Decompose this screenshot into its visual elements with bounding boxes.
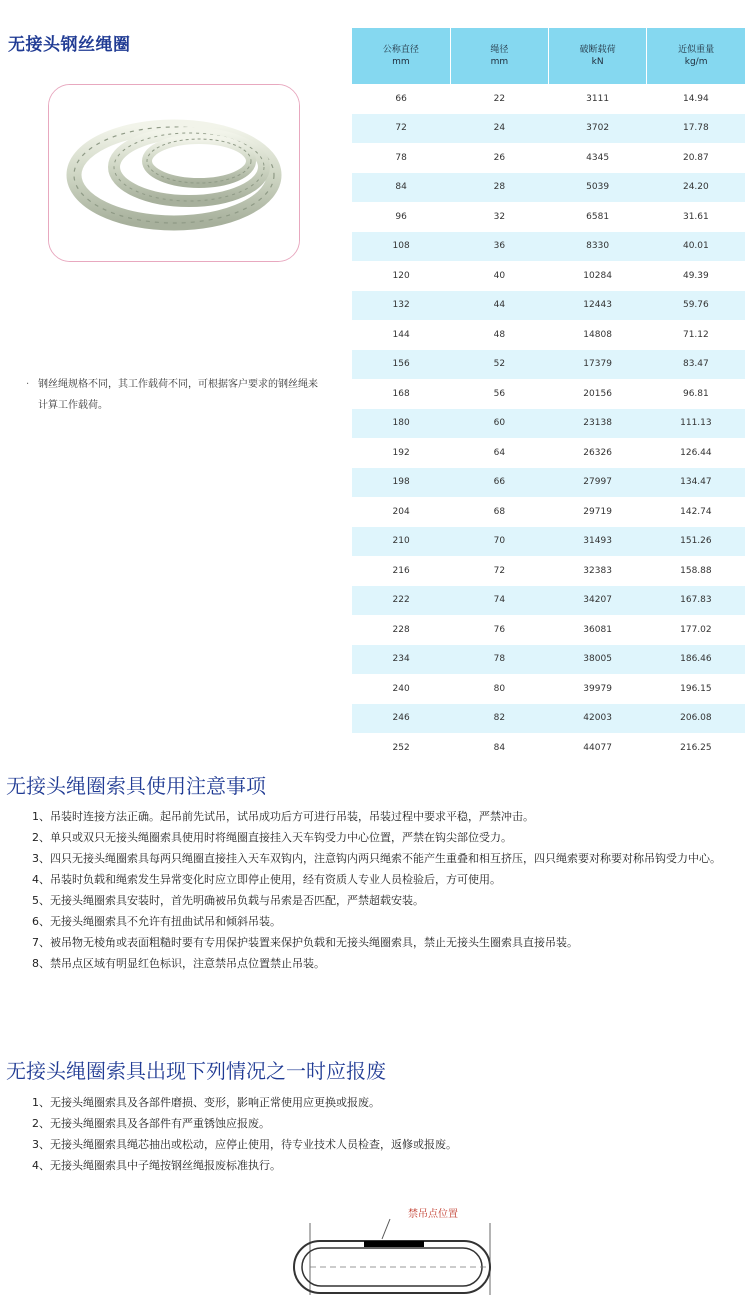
- list-item: [0, 890, 745, 911]
- list-item-text: 无接头绳圈索具中子绳按钢丝绳报废标准执行。: [50, 1159, 281, 1172]
- spec-header-name: 近似重量: [678, 45, 715, 55]
- table-cell: 168: [392, 388, 410, 399]
- sling-diagram: [280, 1195, 500, 1304]
- table-cell: 24: [450, 114, 548, 144]
- list-item: [0, 1134, 745, 1155]
- table-cell: 151.26: [647, 527, 745, 557]
- table-row: [352, 527, 745, 557]
- table-cell: 72: [352, 114, 450, 144]
- table-cell: 32: [493, 211, 506, 222]
- table-cell: 66: [395, 93, 407, 104]
- table-cell: 4345: [586, 152, 610, 163]
- table-cell: 34207: [549, 586, 647, 616]
- spec-header-unit: kN: [591, 57, 604, 67]
- table-row: [352, 556, 745, 586]
- table-row: [352, 143, 745, 173]
- product-note: [26, 374, 320, 416]
- list-item-text: 被吊物无棱角或表面粗糙时要有专用保护装置来保护负载和无接头绳圈索具，禁止无接头生圈索具直接吊装。: [50, 936, 578, 949]
- table-cell: 44: [450, 291, 548, 321]
- table-cell: 83.47: [647, 350, 745, 380]
- table-cell: 180: [352, 409, 450, 439]
- list-item-text: 无接头绳圈索具安装时，首先明确被吊负载与吊索是否匹配，严禁超载安装。: [50, 894, 424, 907]
- table-cell: 20.87: [682, 152, 709, 163]
- list-item-number: 1、: [32, 1096, 50, 1109]
- list-item-number: 3、: [32, 852, 50, 865]
- list-item-text: 无接头绳圈索具及各部件磨损、变形，影响正常使用应更换或报废。: [50, 1096, 380, 1109]
- table-cell: 210: [352, 527, 450, 557]
- table-cell: 132: [352, 291, 450, 321]
- table-cell: 66: [450, 468, 548, 498]
- list-item-number: 6、: [32, 915, 50, 928]
- table-cell: 17379: [549, 350, 647, 380]
- table-cell: 40: [493, 270, 506, 281]
- table-cell: 22: [493, 93, 506, 104]
- table-cell: 108: [352, 232, 450, 262]
- table-cell: 31.61: [682, 211, 709, 222]
- table-cell: 36081: [583, 624, 612, 635]
- list-item: [0, 1155, 745, 1176]
- table-cell: 252: [392, 742, 410, 753]
- table-cell: 68: [493, 506, 506, 517]
- table-cell: 8330: [549, 232, 647, 262]
- table-row: [352, 645, 745, 675]
- list-item: [0, 1092, 745, 1113]
- table-cell: 26: [493, 152, 506, 163]
- list-item-number: 8、: [32, 957, 50, 970]
- table-cell: 31493: [549, 527, 647, 557]
- list-item: [0, 827, 745, 848]
- table-cell: 222: [352, 586, 450, 616]
- table-cell: 20156: [583, 388, 612, 399]
- table-cell: 5039: [549, 173, 647, 203]
- table-cell: 216: [392, 565, 410, 576]
- note-text: 钢丝绳规格不同，其工作载荷不同，可根据客户要求的钢丝绳来计算工作载荷。: [38, 379, 318, 411]
- table-cell: 40.01: [647, 232, 745, 262]
- table-cell: 26326: [583, 447, 612, 458]
- table-row: [352, 261, 745, 291]
- table-row: [352, 202, 745, 232]
- table-cell: 14.94: [682, 93, 709, 104]
- table-row: [352, 733, 745, 763]
- list-item-text: 无接头绳圈索具不允许有扭曲试吊和倾斜吊装。: [50, 915, 281, 928]
- table-row: [352, 291, 745, 321]
- table-cell: 23138: [549, 409, 647, 439]
- spec-table-body: [352, 84, 745, 763]
- spec-table-header: [352, 28, 745, 84]
- list-item: [0, 953, 745, 974]
- spec-header-unit: mm: [392, 57, 410, 67]
- table-cell: 156: [352, 350, 450, 380]
- table-cell: 60: [450, 409, 548, 439]
- sling-loop-illustration: [280, 1195, 500, 1300]
- list-item: [0, 1113, 745, 1134]
- list-item: [0, 848, 745, 869]
- table-row: [352, 497, 745, 527]
- table-cell: 44077: [583, 742, 612, 753]
- table-cell: 96.81: [682, 388, 709, 399]
- table-cell: 56: [493, 388, 506, 399]
- table-cell: 82: [450, 704, 548, 734]
- table-cell: 12443: [549, 291, 647, 321]
- list-item-text: 吊装时连接方法正确。起吊前先试吊，试吊成功后方可进行吊装，吊装过程中要求平稳，严禁冲击。: [50, 810, 534, 823]
- table-cell: 186.46: [647, 645, 745, 675]
- table-row: [352, 173, 745, 203]
- list-item-number: 7、: [32, 936, 50, 949]
- table-cell: 72: [493, 565, 506, 576]
- table-cell: 70: [450, 527, 548, 557]
- spec-header-name: 绳径: [490, 45, 509, 55]
- list-item-text: 无接头绳圈索具绳芯抽出或松动，应停止使用，待专业技术人员检查，返修或报废。: [50, 1138, 457, 1151]
- table-cell: 177.02: [680, 624, 712, 635]
- table-cell: 126.44: [680, 447, 712, 458]
- product-title: 无接头钢丝绳圈: [8, 35, 131, 55]
- table-cell: 38005: [549, 645, 647, 675]
- list-item-number: 4、: [32, 873, 50, 886]
- table-row: [352, 674, 745, 704]
- list-item-number: 5、: [32, 894, 50, 907]
- spec-header-name: 破断载荷: [579, 45, 616, 55]
- table-cell: 14808: [583, 329, 612, 340]
- table-cell: 142.74: [680, 506, 712, 517]
- table-cell: 59.76: [647, 291, 745, 321]
- table-cell: 192: [392, 447, 410, 458]
- no-lift-zone-band: [364, 1241, 424, 1247]
- spec-header-unit: mm: [490, 57, 509, 67]
- list-item-number: 1、: [32, 810, 50, 823]
- list-item-number: 3、: [32, 1138, 50, 1151]
- table-cell: 48: [493, 329, 506, 340]
- list-item-text: 单只或双只无接头绳圈索具使用时将绳圈直接挂入天车钩受力中心位置，严禁在钩尖部位受力。: [50, 831, 512, 844]
- list-item-number: 2、: [32, 1117, 50, 1130]
- table-cell: 234: [352, 645, 450, 675]
- spec-table: [352, 28, 745, 763]
- table-row: [352, 704, 745, 734]
- table-cell: 10284: [583, 270, 612, 281]
- spec-header-cell: [450, 28, 548, 84]
- no-lift-point-label: 禁吊点位置: [408, 1209, 458, 1220]
- table-cell: 246: [352, 704, 450, 734]
- table-cell: 74: [450, 586, 548, 616]
- table-row: [352, 586, 745, 616]
- spec-header-cell: [352, 28, 450, 84]
- list-item-number: 4、: [32, 1159, 50, 1172]
- list-item: [0, 911, 745, 932]
- table-cell: 27997: [549, 468, 647, 498]
- table-row: [352, 379, 745, 409]
- scrap-title: 无接头绳圈索具出现下列情况之一时应报废: [6, 1059, 386, 1083]
- table-row: [352, 320, 745, 350]
- table-cell: 3111: [586, 93, 610, 104]
- scrap-list: [0, 1092, 745, 1176]
- table-cell: 32383: [583, 565, 612, 576]
- list-item: [0, 869, 745, 890]
- table-cell: 29719: [583, 506, 612, 517]
- list-item-text: 四只无接头绳圈索具每两只绳圈直接挂入天车双钩内，注意钩内两只绳索不能产生重叠和相互挤压，四只绳索要对称要对称吊钩受力中心。: [50, 852, 721, 865]
- usage-title: 无接头绳圈索具使用注意事项: [6, 774, 266, 798]
- table-cell: 120: [392, 270, 410, 281]
- table-cell: 3702: [549, 114, 647, 144]
- table-cell: 78: [450, 645, 548, 675]
- table-cell: 6581: [586, 211, 610, 222]
- table-cell: 84: [352, 173, 450, 203]
- table-cell: 134.47: [647, 468, 745, 498]
- list-item-text: 吊装时负载和绳索发生异常变化时应立即停止使用，经有资质人专业人员检验后，方可使用。: [50, 873, 501, 886]
- table-cell: 96: [395, 211, 407, 222]
- table-cell: 84: [493, 742, 506, 753]
- table-cell: 198: [352, 468, 450, 498]
- table-row: [352, 350, 745, 380]
- list-item-text: 禁吊点区域有明显红色标识，注意禁吊点位置禁止吊装。: [50, 957, 325, 970]
- table-cell: 196.15: [680, 683, 712, 694]
- table-cell: 36: [450, 232, 548, 262]
- table-cell: 240: [392, 683, 410, 694]
- table-row: [352, 438, 745, 468]
- list-item: [0, 806, 745, 827]
- note-bullet: ·: [26, 379, 30, 390]
- table-cell: 216.25: [680, 742, 712, 753]
- table-row: [352, 84, 745, 114]
- wire-rope-rings-image: [49, 85, 299, 261]
- spec-header-cell: [647, 28, 745, 84]
- table-cell: 78: [395, 152, 407, 163]
- table-row: [352, 615, 745, 645]
- table-cell: 24.20: [647, 173, 745, 203]
- list-item: [0, 932, 745, 953]
- table-cell: 206.08: [647, 704, 745, 734]
- list-item-number: 2、: [32, 831, 50, 844]
- table-cell: 42003: [549, 704, 647, 734]
- spec-header-unit: kg/m: [684, 57, 708, 67]
- table-cell: 64: [493, 447, 506, 458]
- table-cell: 49.39: [682, 270, 709, 281]
- table-row: [352, 409, 745, 439]
- table-cell: 80: [493, 683, 506, 694]
- spec-header-name: 公称直径: [382, 45, 419, 55]
- table-cell: 158.88: [680, 565, 712, 576]
- table-row: [352, 468, 745, 498]
- table-cell: 144: [392, 329, 410, 340]
- table-cell: 39979: [583, 683, 612, 694]
- table-cell: 167.83: [647, 586, 745, 616]
- table-cell: 71.12: [682, 329, 709, 340]
- label-leader-line: [382, 1219, 390, 1239]
- table-cell: 28: [450, 173, 548, 203]
- table-cell: 204: [392, 506, 410, 517]
- spec-header-cell: [549, 28, 647, 84]
- table-row: [352, 232, 745, 262]
- table-cell: 76: [493, 624, 506, 635]
- product-photo: [48, 84, 300, 262]
- usage-list: [0, 806, 745, 974]
- table-cell: 228: [392, 624, 410, 635]
- list-item-text: 无接头绳圈索具及各部件有严重锈蚀应报废。: [50, 1117, 270, 1130]
- table-cell: 111.13: [647, 409, 745, 439]
- table-cell: 17.78: [647, 114, 745, 144]
- table-cell: 52: [450, 350, 548, 380]
- table-row: [352, 114, 745, 144]
